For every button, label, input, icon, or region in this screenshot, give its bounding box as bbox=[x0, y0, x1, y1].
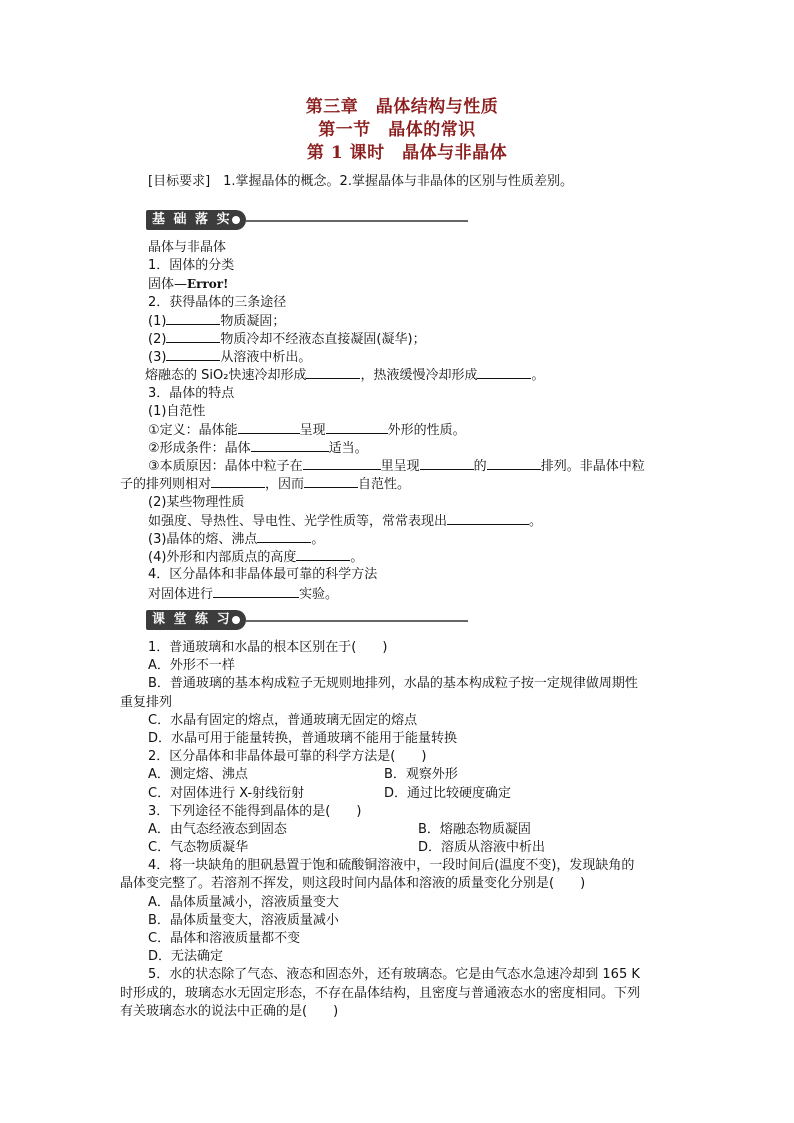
option-a[interactable]: A．由气态经液态到固态 bbox=[148, 821, 287, 837]
option-d[interactable]: D．水晶可用于能量转换，普通玻璃不能用于能量转换 bbox=[148, 730, 458, 746]
basics-content bbox=[120, 239, 645, 603]
bullet-dot-icon bbox=[232, 216, 240, 224]
section-header-basics bbox=[146, 210, 468, 230]
fill-line: ②形成条件：晶体 适当。 bbox=[148, 441, 368, 457]
answer-blank[interactable] bbox=[303, 457, 381, 470]
answer-blank[interactable] bbox=[251, 439, 329, 452]
option-b-continued: 重复排列 bbox=[120, 694, 173, 710]
answer-blank[interactable] bbox=[326, 421, 388, 434]
question-stem: 1．普通玻璃和水晶的根本区别在于( ) bbox=[148, 640, 388, 655]
fill-line: ③本质原因：晶体中粒子在 里呈现 的 排列。非晶体中粒 bbox=[148, 459, 645, 475]
answer-blank[interactable] bbox=[166, 312, 220, 325]
option-c[interactable]: C．水晶有固定的熔点，普通玻璃无固定的熔点 bbox=[148, 712, 418, 728]
option-c[interactable]: C．气态物质凝华 bbox=[148, 840, 249, 856]
option-row bbox=[148, 839, 688, 857]
answer-blank[interactable] bbox=[166, 348, 220, 361]
option-a[interactable]: A．外形不一样 bbox=[148, 658, 235, 674]
option-b[interactable]: B．晶体质量变大，溶液质量减小 bbox=[148, 912, 339, 928]
answer-blank[interactable] bbox=[166, 330, 220, 343]
section-divider bbox=[246, 220, 468, 222]
fill-line: ①定义：晶体能 呈现 外形的性质。 bbox=[148, 422, 466, 438]
answer-blank[interactable] bbox=[477, 366, 531, 379]
sub-heading: (1)自范性 bbox=[148, 403, 206, 419]
fill-line: 对固体进行 实验。 bbox=[148, 586, 339, 602]
fill-line: (2) 物质冷却不经液态直接凝固(凝华)； bbox=[148, 331, 426, 347]
sub-heading: (2)某些物理性质 bbox=[148, 494, 245, 510]
answer-blank[interactable] bbox=[304, 475, 358, 488]
solid-classification: 固体—Error! bbox=[148, 277, 229, 293]
section-label: 基 础 落 实 bbox=[146, 210, 246, 230]
fill-line: 熔融态的 SiO₂快速冷却形成 ，热液缓慢冷却形成 。 bbox=[145, 368, 545, 384]
title-block bbox=[0, 96, 794, 165]
option-row bbox=[148, 785, 688, 803]
topic-heading: 晶体与非晶体 bbox=[148, 240, 227, 255]
option-row bbox=[148, 766, 688, 784]
question-stem-continued: 时形成的，玻璃态水无固定形态，不存在晶体结构，且密度与普通液态水的密度相同。下列 bbox=[120, 985, 641, 1001]
question-stem: 2．区分晶体和非晶体最可靠的科学方法是( ) bbox=[148, 749, 427, 765]
fill-line: (4)外形和内部质点的高度 。 bbox=[148, 550, 364, 566]
answer-blank[interactable] bbox=[447, 512, 529, 525]
answer-blank[interactable] bbox=[306, 366, 360, 379]
option-b[interactable]: B．熔融态物质凝固 bbox=[418, 821, 531, 837]
answer-blank[interactable] bbox=[211, 475, 265, 488]
section-header-practice bbox=[146, 610, 468, 630]
question-stem-continued: 有关玻璃态水的说法中正确的是( ) bbox=[120, 1003, 339, 1019]
question-stem: 4．将一块缺角的胆矾悬置于饱和硫酸铜溶液中，一段时间后(温度不变)，发现缺角的 bbox=[148, 858, 635, 874]
option-d[interactable]: D．无法确定 bbox=[148, 949, 224, 965]
fill-line: (1) 物质凝固； bbox=[148, 313, 286, 329]
option-a[interactable]: A．晶体质量减小，溶液质量变大 bbox=[148, 894, 339, 910]
option-a[interactable]: A．测定熔、沸点 bbox=[148, 767, 248, 783]
fill-line: (3)晶体的熔、沸点 。 bbox=[148, 532, 325, 547]
fill-line: (3) 从溶液中析出。 bbox=[148, 350, 312, 366]
answer-blank[interactable] bbox=[213, 585, 299, 598]
answer-blank[interactable] bbox=[420, 457, 474, 470]
fill-line: 如强度、导热性、导电性、光学性质等，常常表现出 。 bbox=[148, 513, 543, 529]
option-d[interactable]: D．通过比较硬度确定 bbox=[384, 785, 512, 801]
section-divider bbox=[246, 620, 468, 622]
option-row bbox=[148, 821, 688, 839]
bullet-dot-icon bbox=[232, 616, 240, 624]
chapter-title: 第三章 晶体结构与性质 bbox=[305, 97, 499, 117]
answer-blank[interactable] bbox=[487, 457, 541, 470]
answer-blank[interactable] bbox=[257, 530, 311, 543]
section-label: 课 堂 练 习 bbox=[146, 610, 246, 630]
learning-objective: [目标要求] 1.掌握晶体的概念。2.掌握晶体与非晶体的区别与性质差别。 bbox=[148, 174, 573, 189]
fill-line: 子的排列则相对 ，因而 自范性。 bbox=[120, 477, 411, 493]
question-stem: 5．水的状态除了气态、液态和固态外，还有玻璃态。它是由气态水急速冷却到 165 K bbox=[148, 967, 640, 983]
answer-blank[interactable] bbox=[238, 421, 300, 434]
option-d[interactable]: D．溶质从溶液中析出 bbox=[418, 840, 546, 856]
section-title: 第一节 晶体的常识 bbox=[318, 120, 476, 140]
option-c[interactable]: C．对固体进行 X-射线衍射 bbox=[148, 785, 305, 801]
option-b[interactable]: B．观察外形 bbox=[384, 767, 458, 783]
item-heading: 2．获得晶体的三条途径 bbox=[148, 294, 287, 310]
question-stem: 3．下列途径不能得到晶体的是( ) bbox=[148, 803, 362, 819]
lesson-title: 第 1 课时 晶体与非晶体 bbox=[306, 143, 508, 163]
option-b[interactable]: B．普通玻璃的基本构成粒子无规则地排列，水晶的基本构成粒子按一定规律做周期性 bbox=[148, 676, 638, 692]
option-c[interactable]: C．晶体和溶液质量都不变 bbox=[148, 931, 301, 946]
question-stem-continued: 晶体变完整了。若溶剂不挥发，则这段时间内晶体和溶液的质量变化分别是( ) bbox=[120, 876, 586, 892]
practice-content bbox=[120, 639, 688, 1021]
item-heading: 1．固体的分类 bbox=[148, 258, 235, 274]
item-heading: 4．区分晶体和非晶体最可靠的科学方法 bbox=[148, 567, 378, 583]
answer-blank[interactable] bbox=[296, 548, 350, 561]
item-heading: 3．晶体的特点 bbox=[148, 385, 235, 401]
